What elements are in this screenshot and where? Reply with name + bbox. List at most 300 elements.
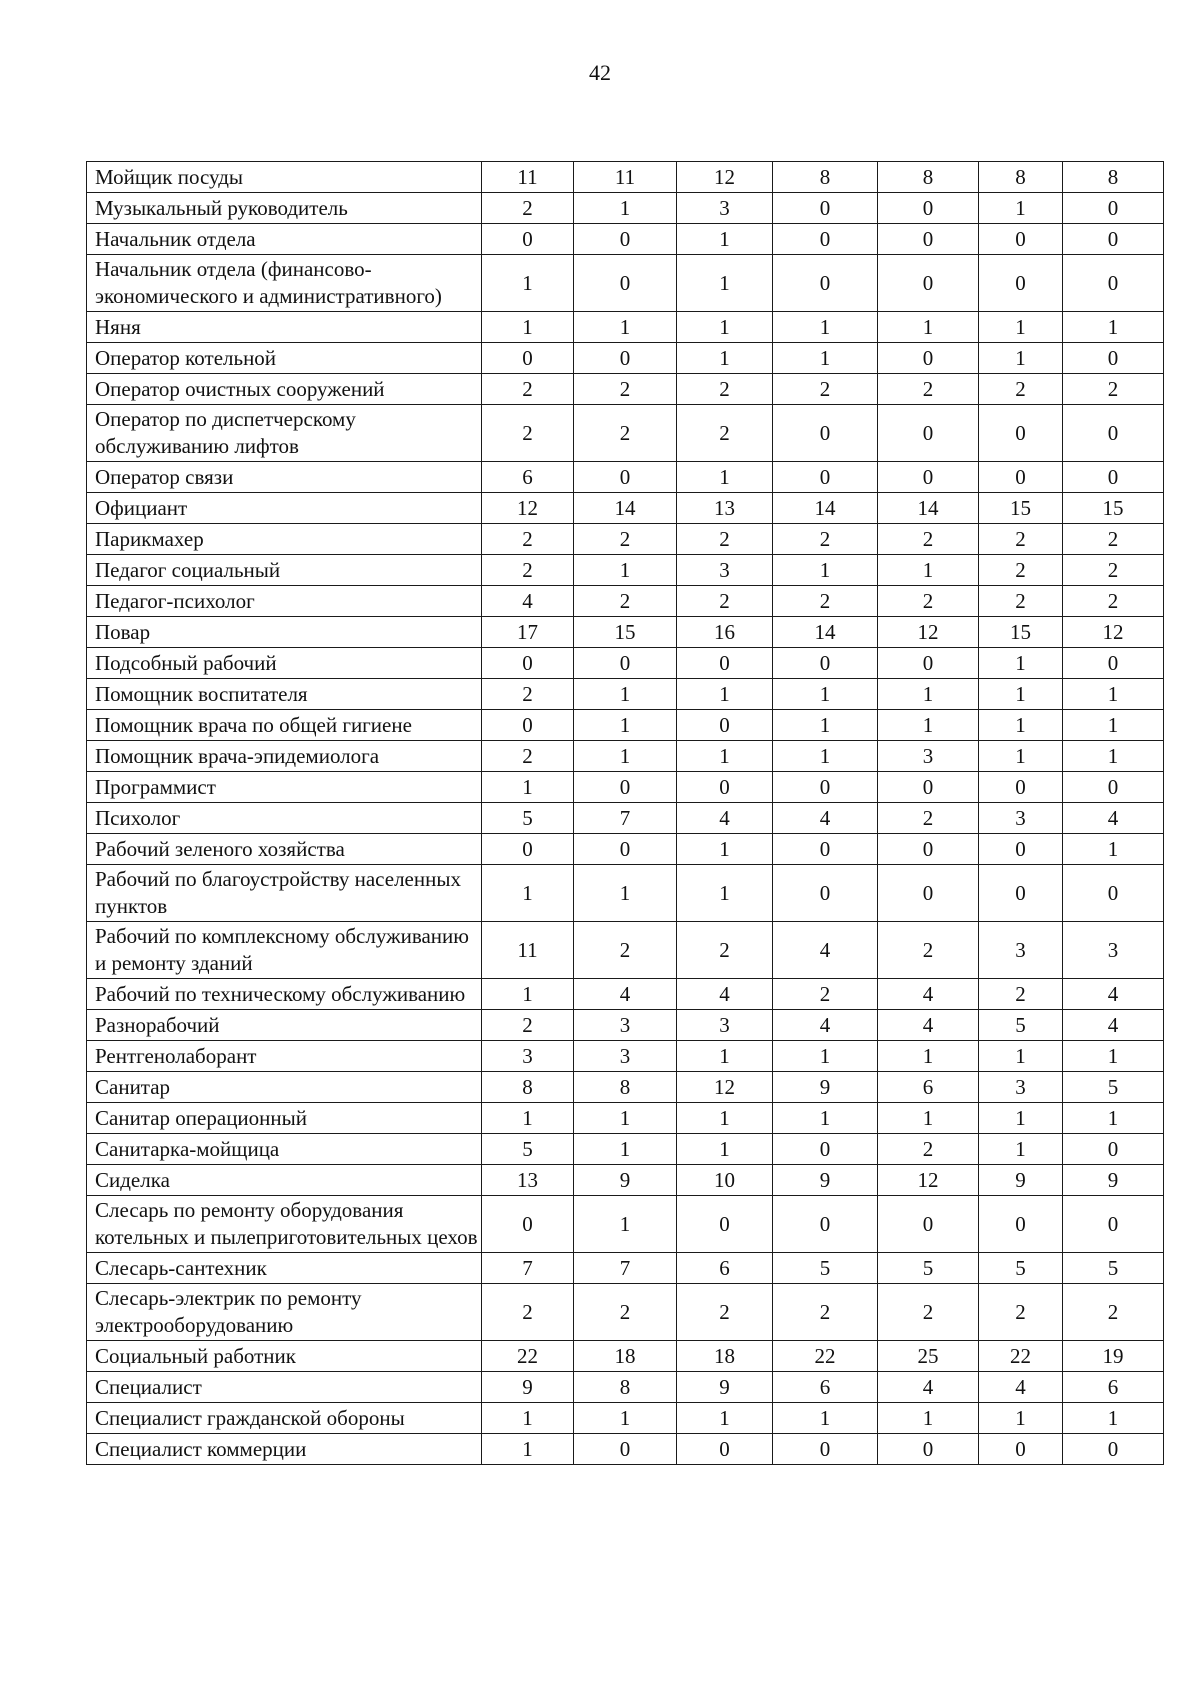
value-cell-4: 8: [773, 162, 878, 193]
value-cell-3: 4: [677, 803, 773, 834]
value-cell-1: 2: [482, 1284, 574, 1341]
value-cell-6: 1: [979, 193, 1063, 224]
value-cell-6: 3: [979, 1072, 1063, 1103]
value-cell-7: 2: [1063, 524, 1164, 555]
value-cell-1: 17: [482, 617, 574, 648]
value-cell-5: 0: [878, 772, 979, 803]
value-cell-1: 9: [482, 1372, 574, 1403]
value-cell-3: 2: [677, 374, 773, 405]
value-cell-7: 0: [1063, 405, 1164, 462]
value-cell-2: 0: [574, 224, 677, 255]
value-cell-3: 10: [677, 1165, 773, 1196]
value-cell-4: 4: [773, 922, 878, 979]
value-cell-3: 1: [677, 224, 773, 255]
table-row: [87, 162, 1164, 193]
occupation-name: Оператор котельной: [87, 343, 482, 374]
value-cell-5: 0: [878, 1434, 979, 1465]
table-row: [87, 343, 1164, 374]
table-row: [87, 193, 1164, 224]
value-cell-6: 0: [979, 1196, 1063, 1253]
table-row: [87, 922, 1164, 979]
table-row: [87, 374, 1164, 405]
value-cell-5: 4: [878, 979, 979, 1010]
occupation-name: Сиделка: [87, 1165, 482, 1196]
value-cell-1: 5: [482, 803, 574, 834]
value-cell-5: 0: [878, 405, 979, 462]
value-cell-7: 2: [1063, 374, 1164, 405]
value-cell-6: 2: [979, 979, 1063, 1010]
value-cell-3: 12: [677, 162, 773, 193]
value-cell-4: 4: [773, 803, 878, 834]
value-cell-7: 2: [1063, 555, 1164, 586]
value-cell-1: 22: [482, 1341, 574, 1372]
value-cell-7: 1: [1063, 834, 1164, 865]
value-cell-6: 9: [979, 1165, 1063, 1196]
occupation-name: Рабочий по благоустройству населенных пунктов: [87, 865, 482, 922]
value-cell-2: 0: [574, 1434, 677, 1465]
value-cell-7: 0: [1063, 193, 1164, 224]
value-cell-2: 2: [574, 405, 677, 462]
value-cell-4: 1: [773, 741, 878, 772]
value-cell-1: 1: [482, 1103, 574, 1134]
value-cell-1: 4: [482, 586, 574, 617]
value-cell-1: 2: [482, 524, 574, 555]
occupation-name: Специалист коммерции: [87, 1434, 482, 1465]
table-row: [87, 1072, 1164, 1103]
value-cell-6: 0: [979, 224, 1063, 255]
occupation-name: Педагог-психолог: [87, 586, 482, 617]
occupation-name: Социальный работник: [87, 1341, 482, 1372]
value-cell-3: 1: [677, 462, 773, 493]
value-cell-5: 5: [878, 1253, 979, 1284]
value-cell-3: 12: [677, 1072, 773, 1103]
value-cell-5: 0: [878, 193, 979, 224]
value-cell-5: 14: [878, 493, 979, 524]
value-cell-3: 13: [677, 493, 773, 524]
occupation-name: Официант: [87, 493, 482, 524]
value-cell-3: 1: [677, 343, 773, 374]
value-cell-1: 2: [482, 1010, 574, 1041]
value-cell-6: 0: [979, 1434, 1063, 1465]
value-cell-7: 0: [1063, 1196, 1164, 1253]
occupation-name: Начальник отдела (финансово-экономического и административного): [87, 255, 482, 312]
occupation-name: Начальник отдела: [87, 224, 482, 255]
value-cell-4: 2: [773, 524, 878, 555]
table-row: [87, 772, 1164, 803]
value-cell-2: 0: [574, 648, 677, 679]
value-cell-6: 3: [979, 803, 1063, 834]
value-cell-2: 2: [574, 1284, 677, 1341]
table-row: [87, 1253, 1164, 1284]
value-cell-2: 3: [574, 1010, 677, 1041]
value-cell-6: 0: [979, 405, 1063, 462]
value-cell-1: 6: [482, 462, 574, 493]
occupation-name: Рентгенолаборант: [87, 1041, 482, 1072]
value-cell-7: 4: [1063, 979, 1164, 1010]
value-cell-1: 8: [482, 1072, 574, 1103]
table-row: [87, 555, 1164, 586]
occupation-name: Санитар операционный: [87, 1103, 482, 1134]
value-cell-6: 1: [979, 679, 1063, 710]
value-cell-3: 9: [677, 1372, 773, 1403]
value-cell-4: 2: [773, 979, 878, 1010]
value-cell-2: 1: [574, 741, 677, 772]
value-cell-2: 1: [574, 555, 677, 586]
value-cell-5: 3: [878, 741, 979, 772]
value-cell-6: 0: [979, 865, 1063, 922]
value-cell-4: 0: [773, 1434, 878, 1465]
value-cell-5: 2: [878, 524, 979, 555]
value-cell-3: 0: [677, 1196, 773, 1253]
occupation-name: Оператор связи: [87, 462, 482, 493]
occupation-name: Рабочий по техническому обслуживанию: [87, 979, 482, 1010]
value-cell-2: 2: [574, 374, 677, 405]
value-cell-1: 12: [482, 493, 574, 524]
value-cell-7: 1: [1063, 679, 1164, 710]
value-cell-7: 1: [1063, 710, 1164, 741]
occupation-name: Помощник врача-эпидемиолога: [87, 741, 482, 772]
value-cell-7: 1: [1063, 1041, 1164, 1072]
value-cell-6: 15: [979, 617, 1063, 648]
table-row: [87, 648, 1164, 679]
value-cell-1: 1: [482, 1434, 574, 1465]
value-cell-5: 0: [878, 343, 979, 374]
value-cell-6: 8: [979, 162, 1063, 193]
table-row: [87, 617, 1164, 648]
value-cell-3: 3: [677, 555, 773, 586]
value-cell-7: 6: [1063, 1372, 1164, 1403]
value-cell-3: 6: [677, 1253, 773, 1284]
value-cell-3: 2: [677, 922, 773, 979]
value-cell-5: 2: [878, 1134, 979, 1165]
value-cell-7: 1: [1063, 741, 1164, 772]
value-cell-7: 0: [1063, 865, 1164, 922]
value-cell-4: 0: [773, 462, 878, 493]
occupation-name: Оператор очистных сооружений: [87, 374, 482, 405]
value-cell-7: 0: [1063, 255, 1164, 312]
value-cell-4: 0: [773, 1196, 878, 1253]
value-cell-3: 1: [677, 1041, 773, 1072]
value-cell-6: 1: [979, 312, 1063, 343]
value-cell-3: 0: [677, 1434, 773, 1465]
value-cell-3: 1: [677, 255, 773, 312]
value-cell-1: 1: [482, 1403, 574, 1434]
value-cell-2: 2: [574, 586, 677, 617]
table-row: [87, 1284, 1164, 1341]
occupation-name: Санитарка-мойщица: [87, 1134, 482, 1165]
value-cell-4: 1: [773, 312, 878, 343]
value-cell-2: 7: [574, 803, 677, 834]
value-cell-1: 0: [482, 1196, 574, 1253]
value-cell-5: 12: [878, 617, 979, 648]
value-cell-7: 4: [1063, 803, 1164, 834]
value-cell-2: 4: [574, 979, 677, 1010]
value-cell-6: 0: [979, 462, 1063, 493]
value-cell-6: 2: [979, 586, 1063, 617]
table-row: [87, 255, 1164, 312]
value-cell-7: 3: [1063, 922, 1164, 979]
page-number: 42: [589, 60, 611, 85]
value-cell-6: 0: [979, 255, 1063, 312]
value-cell-6: 1: [979, 1041, 1063, 1072]
value-cell-7: 0: [1063, 462, 1164, 493]
value-cell-5: 1: [878, 1041, 979, 1072]
value-cell-2: 8: [574, 1072, 677, 1103]
occupation-name: Помощник врача по общей гигиене: [87, 710, 482, 741]
value-cell-5: 2: [878, 1284, 979, 1341]
occupation-name: Слесарь-электрик по ремонту электрооборудованию: [87, 1284, 482, 1341]
value-cell-5: 2: [878, 374, 979, 405]
value-cell-2: 3: [574, 1041, 677, 1072]
value-cell-1: 11: [482, 162, 574, 193]
table-row: [87, 524, 1164, 555]
value-cell-7: 0: [1063, 648, 1164, 679]
value-cell-5: 1: [878, 312, 979, 343]
value-cell-2: 1: [574, 679, 677, 710]
value-cell-3: 0: [677, 648, 773, 679]
table-row: [87, 462, 1164, 493]
value-cell-2: 1: [574, 193, 677, 224]
value-cell-2: 0: [574, 343, 677, 374]
value-cell-2: 0: [574, 772, 677, 803]
value-cell-2: 0: [574, 834, 677, 865]
value-cell-6: 22: [979, 1341, 1063, 1372]
table-row: [87, 1434, 1164, 1465]
occupation-name: Разнорабочий: [87, 1010, 482, 1041]
value-cell-3: 1: [677, 1403, 773, 1434]
value-cell-6: 3: [979, 922, 1063, 979]
table-row: [87, 1341, 1164, 1372]
table-row: [87, 405, 1164, 462]
value-cell-7: 0: [1063, 224, 1164, 255]
value-cell-2: 1: [574, 1196, 677, 1253]
occupation-name: Специалист гражданской обороны: [87, 1403, 482, 1434]
value-cell-1: 2: [482, 555, 574, 586]
value-cell-1: 2: [482, 679, 574, 710]
value-cell-3: 3: [677, 1010, 773, 1041]
value-cell-3: 1: [677, 1103, 773, 1134]
table-row: [87, 1196, 1164, 1253]
value-cell-2: 1: [574, 1103, 677, 1134]
value-cell-7: 1: [1063, 1103, 1164, 1134]
value-cell-6: 1: [979, 343, 1063, 374]
value-cell-7: 0: [1063, 772, 1164, 803]
table-row: [87, 586, 1164, 617]
value-cell-4: 14: [773, 617, 878, 648]
table-row: [87, 493, 1164, 524]
value-cell-1: 1: [482, 979, 574, 1010]
table-row: [87, 1103, 1164, 1134]
value-cell-5: 1: [878, 710, 979, 741]
value-cell-6: 0: [979, 772, 1063, 803]
value-cell-4: 2: [773, 374, 878, 405]
value-cell-7: 2: [1063, 586, 1164, 617]
value-cell-3: 1: [677, 741, 773, 772]
value-cell-4: 0: [773, 648, 878, 679]
value-cell-5: 1: [878, 555, 979, 586]
value-cell-4: 0: [773, 772, 878, 803]
occupation-name: Повар: [87, 617, 482, 648]
value-cell-6: 1: [979, 1403, 1063, 1434]
value-cell-6: 2: [979, 1284, 1063, 1341]
value-cell-5: 0: [878, 648, 979, 679]
value-cell-4: 5: [773, 1253, 878, 1284]
value-cell-5: 0: [878, 834, 979, 865]
value-cell-7: 8: [1063, 162, 1164, 193]
value-cell-3: 2: [677, 405, 773, 462]
value-cell-6: 4: [979, 1372, 1063, 1403]
value-cell-1: 3: [482, 1041, 574, 1072]
occupation-name: Санитар: [87, 1072, 482, 1103]
value-cell-3: 2: [677, 1284, 773, 1341]
value-cell-1: 2: [482, 405, 574, 462]
value-cell-1: 0: [482, 224, 574, 255]
table-row: [87, 865, 1164, 922]
value-cell-6: 2: [979, 555, 1063, 586]
value-cell-6: 2: [979, 374, 1063, 405]
table-row: [87, 1041, 1164, 1072]
value-cell-7: 2: [1063, 1284, 1164, 1341]
value-cell-2: 1: [574, 1134, 677, 1165]
value-cell-3: 16: [677, 617, 773, 648]
value-cell-5: 0: [878, 1196, 979, 1253]
value-cell-3: 1: [677, 834, 773, 865]
value-cell-2: 1: [574, 1403, 677, 1434]
occupation-name: Музыкальный руководитель: [87, 193, 482, 224]
occupation-name: Парикмахер: [87, 524, 482, 555]
value-cell-2: 1: [574, 865, 677, 922]
value-cell-3: 18: [677, 1341, 773, 1372]
occupation-name: Слесарь по ремонту оборудования котельных и пылеприготовительных цехов: [87, 1196, 482, 1253]
value-cell-2: 8: [574, 1372, 677, 1403]
value-cell-3: 4: [677, 979, 773, 1010]
value-cell-7: 1: [1063, 1403, 1164, 1434]
value-cell-1: 11: [482, 922, 574, 979]
occupation-name: Специалист: [87, 1372, 482, 1403]
value-cell-1: 1: [482, 865, 574, 922]
value-cell-7: 4: [1063, 1010, 1164, 1041]
value-cell-4: 1: [773, 1041, 878, 1072]
value-cell-3: 0: [677, 772, 773, 803]
value-cell-5: 1: [878, 1103, 979, 1134]
value-cell-1: 7: [482, 1253, 574, 1284]
value-cell-4: 1: [773, 679, 878, 710]
value-cell-1: 0: [482, 834, 574, 865]
value-cell-4: 6: [773, 1372, 878, 1403]
value-cell-1: 2: [482, 374, 574, 405]
value-cell-2: 0: [574, 462, 677, 493]
value-cell-4: 2: [773, 1284, 878, 1341]
value-cell-2: 1: [574, 312, 677, 343]
value-cell-6: 5: [979, 1010, 1063, 1041]
occupation-name: Рабочий по комплексному обслуживанию и ремонту зданий: [87, 922, 482, 979]
value-cell-4: 0: [773, 1134, 878, 1165]
value-cell-7: 1: [1063, 312, 1164, 343]
value-cell-1: 1: [482, 312, 574, 343]
occupation-name: Программист: [87, 772, 482, 803]
value-cell-2: 11: [574, 162, 677, 193]
value-cell-1: 0: [482, 710, 574, 741]
value-cell-2: 2: [574, 922, 677, 979]
value-cell-6: 15: [979, 493, 1063, 524]
value-cell-7: 9: [1063, 1165, 1164, 1196]
value-cell-4: 0: [773, 834, 878, 865]
value-cell-3: 1: [677, 312, 773, 343]
value-cell-2: 0: [574, 255, 677, 312]
value-cell-5: 2: [878, 922, 979, 979]
value-cell-4: 0: [773, 865, 878, 922]
value-cell-2: 1: [574, 710, 677, 741]
value-cell-3: 3: [677, 193, 773, 224]
value-cell-2: 14: [574, 493, 677, 524]
value-cell-5: 1: [878, 1403, 979, 1434]
occupations-table: [86, 161, 1164, 1465]
value-cell-7: 5: [1063, 1072, 1164, 1103]
value-cell-5: 12: [878, 1165, 979, 1196]
value-cell-5: 1: [878, 679, 979, 710]
value-cell-7: 19: [1063, 1341, 1164, 1372]
table-row: [87, 1010, 1164, 1041]
value-cell-2: 2: [574, 524, 677, 555]
value-cell-6: 1: [979, 648, 1063, 679]
value-cell-7: 0: [1063, 1434, 1164, 1465]
value-cell-1: 1: [482, 772, 574, 803]
value-cell-3: 1: [677, 865, 773, 922]
value-cell-5: 2: [878, 803, 979, 834]
occupation-name: Рабочий зеленого хозяйства: [87, 834, 482, 865]
table-row: [87, 1165, 1164, 1196]
occupation-name: Помощник воспитателя: [87, 679, 482, 710]
occupation-name: Психолог: [87, 803, 482, 834]
table-row: [87, 710, 1164, 741]
value-cell-4: 0: [773, 193, 878, 224]
table-body: [87, 162, 1164, 1465]
value-cell-5: 0: [878, 255, 979, 312]
value-cell-4: 1: [773, 555, 878, 586]
value-cell-4: 0: [773, 224, 878, 255]
value-cell-7: 15: [1063, 493, 1164, 524]
table-row: [87, 834, 1164, 865]
value-cell-3: 0: [677, 710, 773, 741]
value-cell-4: 4: [773, 1010, 878, 1041]
value-cell-4: 14: [773, 493, 878, 524]
value-cell-6: 2: [979, 524, 1063, 555]
value-cell-1: 0: [482, 648, 574, 679]
value-cell-6: 0: [979, 834, 1063, 865]
table-row: [87, 1403, 1164, 1434]
value-cell-5: 4: [878, 1372, 979, 1403]
table-row: [87, 1134, 1164, 1165]
table-row: [87, 224, 1164, 255]
value-cell-5: 4: [878, 1010, 979, 1041]
value-cell-6: 1: [979, 710, 1063, 741]
value-cell-4: 9: [773, 1165, 878, 1196]
value-cell-5: 2: [878, 586, 979, 617]
value-cell-5: 0: [878, 462, 979, 493]
table-row: [87, 979, 1164, 1010]
value-cell-4: 0: [773, 405, 878, 462]
value-cell-2: 15: [574, 617, 677, 648]
value-cell-5: 0: [878, 224, 979, 255]
value-cell-7: 12: [1063, 617, 1164, 648]
table-row: [87, 1372, 1164, 1403]
value-cell-5: 6: [878, 1072, 979, 1103]
value-cell-2: 9: [574, 1165, 677, 1196]
value-cell-3: 1: [677, 679, 773, 710]
value-cell-7: 0: [1063, 343, 1164, 374]
value-cell-2: 18: [574, 1341, 677, 1372]
table-row: [87, 741, 1164, 772]
